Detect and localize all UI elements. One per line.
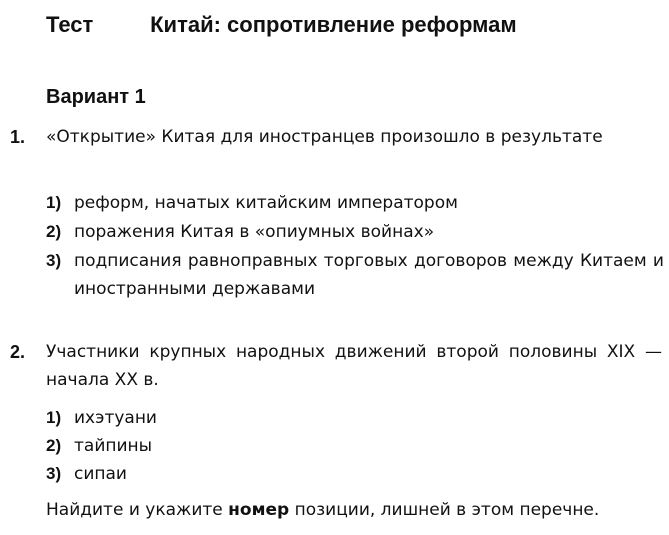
instruction-text: Найдите и укажите xyxy=(46,500,229,520)
option-number: 2) xyxy=(46,222,62,241)
answer-option[interactable] xyxy=(46,218,664,246)
question-instruction xyxy=(46,496,666,524)
answer-option[interactable] xyxy=(46,247,664,303)
test-label: Тест xyxy=(46,12,94,37)
option-text: поражения Китая в «опиумных войнах» xyxy=(74,222,435,242)
option-text: ихэтуани xyxy=(74,408,157,428)
question-number: 2. xyxy=(10,342,26,362)
question-text-content: Участники крупных народных движений второй половины XIX — начала XX в. xyxy=(46,342,662,390)
page-title: Китай: сопротивление реформам xyxy=(150,12,517,37)
option-number: 2) xyxy=(46,436,62,455)
question-text xyxy=(46,338,662,394)
answer-option[interactable] xyxy=(46,404,664,432)
page-header xyxy=(46,12,517,38)
option-text: реформ, начатых китайским императором xyxy=(74,193,458,213)
option-number: 3) xyxy=(46,251,62,270)
option-number: 1) xyxy=(46,193,62,212)
instruction-emphasis: номер xyxy=(228,500,290,520)
answer-option[interactable] xyxy=(46,432,664,460)
answer-option[interactable] xyxy=(46,189,664,217)
answer-option[interactable] xyxy=(46,460,664,488)
option-number: 3) xyxy=(46,464,62,483)
option-text: тайпины xyxy=(74,436,153,456)
question-text xyxy=(46,123,662,151)
variant-heading: Вариант 1 xyxy=(46,86,146,108)
question-text-content: «Открытие» Китая для иностранцев произошло в результате xyxy=(46,127,603,147)
option-text: подписания равноправных торговых договоров между Китаем и иностранными державами xyxy=(74,251,664,299)
option-text: сипаи xyxy=(74,464,127,484)
instruction-text: позиции, лишней в этом перечне. xyxy=(289,500,600,520)
question-number: 1. xyxy=(10,127,26,147)
option-number: 1) xyxy=(46,408,62,427)
